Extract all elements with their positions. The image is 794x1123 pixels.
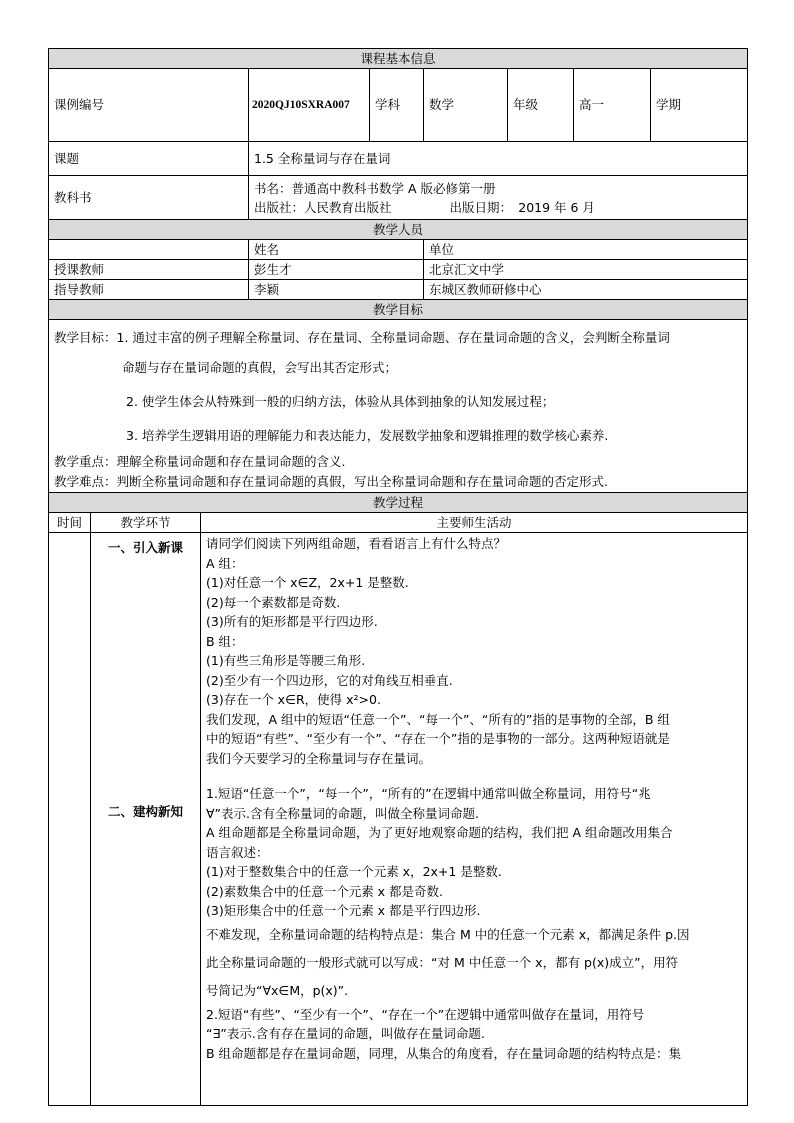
activity-line: (1)对于整数集合中的任意一个元素 x，2x+1 是整数. [206,864,502,879]
textbook-publisher: 出版社：人民教育出版社 [254,199,392,215]
col-header-activity: 主要师生活动 [201,513,748,533]
activity-line: (1)有些三角形是等腰三角形. [206,653,366,668]
activity-line: 我们发现，A 组中的短语“任意一个”、“每一个”、“所有的”指的是事物的全部，B 组 [206,711,670,727]
activity-line: 我们今天要学习的全称量词与存在量词。 [206,750,432,766]
col-header-time: 时间 [49,513,91,533]
goal-2: 2. 使学生体会从特殊到一般的归纳方法，体验从具体到抽象的认知发展过程； [126,394,555,409]
stage-construct: 二、建构新知 [107,804,183,819]
activity-line: (2)素数集合中的任意一个元素 x 都是奇数. [206,883,444,899]
activity-line: A 组命题都是全称量词命题，为了更好地观察命题的结构，我们把 A 组命题改用集合 [206,825,673,840]
teaching-key-point: 教学重点：理解全称量词命题和存在量词命题的含义. [54,454,346,469]
activity-line: B 组： [206,633,244,649]
textbook-label: 教科书 [49,176,249,220]
activity-line: 不难发现，全称量词命题的结构特点是：集合 M 中的任意一个元素 x，都满足条件 p.因 [206,926,690,942]
activity-line: “∃”表示.含有存在量词的命题，叫做存在量词命题. [206,1026,485,1041]
activity-line: (3)矩形集合中的任意一个元素 x 都是平行四边形. [206,903,481,918]
course-no-label: 课例编号 [49,69,249,142]
goal-3: 3. 培养学生逻辑用语的理解能力和表达能力，发展数学抽象和逻辑推理的数学核心素养. [126,428,609,443]
activity-line: 语言叙述： [206,844,269,860]
activity-line: (2)至少有一个四边形，它的对角线互相垂直. [206,672,453,688]
goal-label: 教学目标： [54,330,117,345]
activity-line: A 组： [206,555,244,571]
staff-row [49,260,748,280]
staff-name-header: 姓名 [249,240,424,260]
course-no-value: 2020QJ10SXRA007 [249,69,370,142]
subject-label: 学科 [370,69,424,142]
staff-unit: 东城区教师研修中心 [424,280,748,300]
staff-unit-header: 单位 [424,240,748,260]
section-header-basic-info: 课程基本信息 [49,49,748,69]
grade-label: 年级 [508,69,574,142]
teaching-difficulty: 教学难点：判断全称量词命题和存在量词命题的真假，写出全称量词命题和存在量词命题的否定形式. [54,474,608,489]
section-header-process: 教学过程 [49,493,748,513]
staff-name: 李颖 [249,280,424,300]
lesson-plan-table [48,48,748,1106]
activity-line: B 组命题都是存在量词命题，同理，从集合的角度看，存在量词命题的结构特点是：集 [206,1045,682,1061]
activity-line: (1)对任意一个 x∈Z，2x+1 是整数. [206,575,409,590]
goal-1-line-a: 1. 通过丰富的例子理解全称量词、存在量词、全称量词命题、存在量词命题的含义，会判断全称量词 [116,330,670,345]
activity-line: 请同学们阅读下列两组命题，看看语言上有什么特点？ [206,536,507,551]
activity-line: (3)所有的矩形都是平行四边形. [206,614,378,629]
topic-label: 课题 [49,142,249,176]
activity-line: ∀”表示.含有全称量词的命题，叫做全称量词命题. [206,805,479,821]
activity-line: 此全称量词命题的一般形式就可以写成：“对 M 中任意一个 x，都有 p(x)成立”，用符 [206,954,679,970]
textbook-publish-date: 出版日期： 2019 年 6 月 [449,199,595,215]
activity-line: (2)每一个素数都是奇数. [206,594,341,610]
activity-line: 中的短语“有些”、“至少有一个”、“存在一个”指的是事物的一部分。这两种短语就是 [206,731,670,746]
grade-value: 高一 [574,69,651,142]
staff-row [49,280,748,300]
textbook-name: 书名：普通高中教科书数学 A 版必修第一册 [254,180,496,196]
section-header-staff: 教学人员 [49,220,748,240]
col-header-stage: 教学环节 [91,513,201,533]
activity-line: 2.短语“有些”、“至少有一个”、“存在一个”在逻辑中通常叫做存在量词，用符号 [206,1006,645,1022]
topic-value: 1.5 全称量词与存在量词 [249,142,748,176]
goal-1-line-b: 命题与存在量词命题的真假，会写出其否定形式； [122,360,398,375]
staff-role: 授课教师 [49,260,249,280]
staff-name: 彭生才 [249,260,424,280]
term-label: 学期 [651,69,748,142]
activity-line: (3)存在一个 x∈R，使得 x²>0. [206,692,381,707]
staff-unit: 北京汇文中学 [424,260,748,280]
staff-role: 指导教师 [49,280,249,300]
section-header-goals: 教学目标 [49,300,748,320]
activity-line: 号简记为“∀x∈M，p(x)”. [206,982,349,998]
subject-value: 数学 [424,69,508,142]
stage-intro: 一、引入新课 [107,540,183,555]
activity-line: 1.短语“任意一个”，“每一个”，“所有的”在逻辑中通常叫做全称量词，用符号“兆 [206,786,651,801]
